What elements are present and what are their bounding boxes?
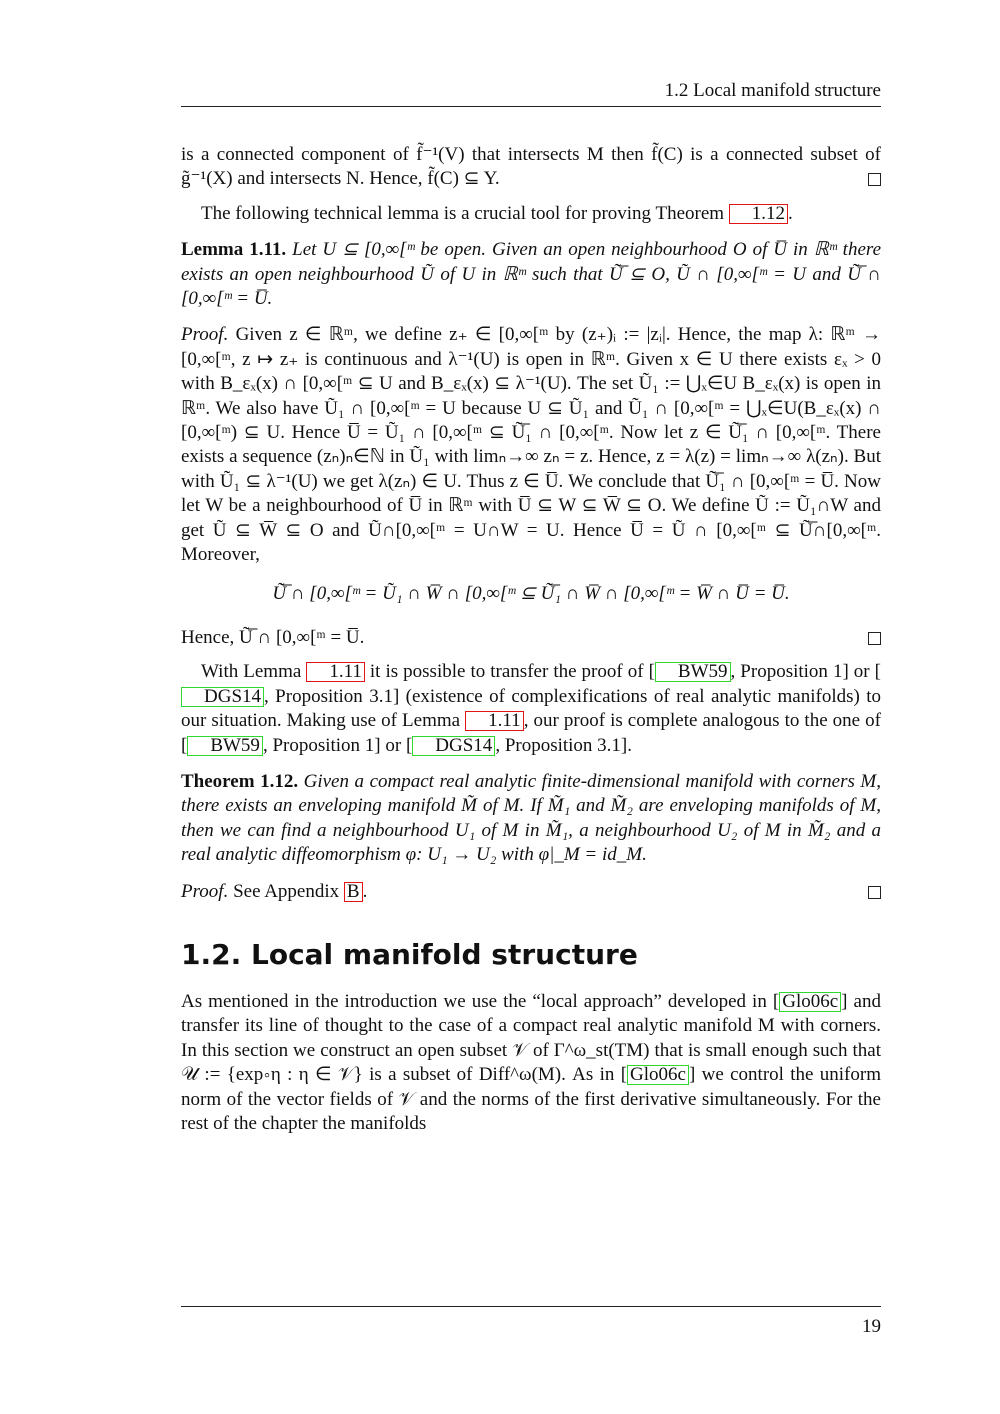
text-span: , Proposition 1] or [ — [262, 734, 413, 756]
text-span: it is possible to transfer the proof of [ — [364, 661, 655, 683]
proof-theorem — [181, 880, 881, 904]
lemma-text: Let U ⊆ [0,∞[ᵐ be open. Given an open neighbourhood O of U̅ in ℝᵐ there exists an open neighbourhood Ũ of U in ℝᵐ such that Ũ̅ ⊆ O, Ũ ∩ [0,∞[ᵐ = U and Ũ̅ ∩ [0,∞[ᵐ = U̅. — [181, 239, 881, 310]
cite-glo06c[interactable]: Glo06c — [779, 992, 841, 1012]
header-rule — [181, 106, 881, 107]
text-span: ] and transfer its line of thought to the case of a compact real analytic manifold M with corners. In this section we construct an open subset 𝒱 of Γ^ω_st(TM) that is small enough such that 𝒰 := {exp∘η : η ∈ 𝒱} is a subset of Diff^ω(M). As in [ — [181, 990, 881, 1086]
paragraph-3 — [181, 660, 881, 758]
lemma-label: Lemma 1.11. — [181, 239, 287, 261]
cite-bw59[interactable]: BW59 — [187, 736, 263, 756]
qed-square-icon — [868, 632, 881, 645]
proof-label: Proof. — [181, 324, 229, 346]
qed-square-icon — [868, 173, 881, 186]
text-span: , Proposition 3.1] (existence of complexifications of real analytic manifolds) to our situation. Making use of Lemma — [181, 685, 881, 732]
text-span: With Lemma — [201, 661, 307, 683]
running-header: 1.2 Local manifold structure — [664, 80, 881, 101]
paragraph-4 — [181, 990, 881, 1136]
paragraph-2-text: The following technical lemma is a crucial tool for proving Theorem — [201, 202, 729, 224]
theorem-label: Theorem 1.12. — [181, 770, 299, 792]
cite-dgs14[interactable]: DGS14 — [412, 736, 495, 756]
qed-square-icon — [868, 886, 881, 899]
proof-lemma — [181, 323, 881, 567]
text-span: , Proposition 1] or [ — [730, 661, 881, 683]
ref-appendix-b[interactable]: B — [344, 882, 363, 902]
proof-label: Proof. — [181, 880, 229, 902]
proof-conclusion-text: Hence, Ũ̅ ∩ [0,∞[ᵐ = U̅. — [181, 626, 365, 648]
display-equation: Ũ̅ ∩ [0,∞[ᵐ = Ũ₁ ∩ W̅ ∩ [0,∞[ᵐ ⊆ Ũ̅₁ ∩ W̅ ∩ [0,∞[ᵐ = W̅ ∩ U̅ = U̅. — [272, 582, 790, 604]
paragraph-2 — [181, 202, 881, 226]
cite-dgs14[interactable]: DGS14 — [181, 687, 264, 707]
proof-text: See Appendix — [233, 880, 344, 902]
ref-lemma-1-11[interactable]: 1.11 — [465, 711, 524, 731]
proof-end: . — [362, 880, 368, 902]
theorem-1-12 — [181, 770, 881, 868]
cite-glo06c[interactable]: Glo06c — [627, 1065, 689, 1085]
paragraph-1-text: is a connected component of f̃⁻¹(V) that intersects M then f̃(C) is a connected subset of g̃⁻¹(X) and intersects N. Hence, f̃(C) ⊆ Y. — [181, 144, 881, 190]
text-span: , our proof is complete analogous to the one of [ — [181, 710, 881, 756]
proof-conclusion — [181, 626, 881, 650]
footer-rule — [181, 1306, 881, 1307]
cite-bw59[interactable]: BW59 — [655, 662, 731, 682]
paragraph-2-end: . — [788, 202, 793, 224]
page-number: 19 — [862, 1316, 881, 1337]
text-span: , Proposition 3.1]. — [495, 734, 633, 756]
proof-text: Given z ∈ ℝᵐ, we define z₊ ∈ [0,∞[ᵐ by (z₊)ᵢ := |zᵢ|. Hence, the map λ: ℝᵐ → [0,∞[ᵐ, z ↦ z₊ is continuous and λ⁻¹(U) is open in ℝᵐ. Given x ∈ U there exists εₓ > 0 with B_εₓ(x) ∩ [0,∞[ᵐ ⊆ U and B_εₓ(x) ⊆ λ⁻¹(U). The set Ũ₁ := ⋃ₓ∈U B_εₓ(x) is open in ℝᵐ. We also have Ũ₁ ∩ [0,∞[ᵐ = U because U ⊆ Ũ₁ and Ũ₁ ∩ [0,∞[ᵐ = ⋃ₓ∈U(B_εₓ(x) ∩ [0,∞[ᵐ) ⊆ U. Hence U̅ = Ũ₁ ∩ [0,∞[ᵐ ⊆ Ũ̅₁ ∩ [0,∞[ᵐ. Now let z ∈ Ũ̅₁ ∩ [0,∞[ᵐ. There exists a sequence (zₙ)ₙ∈ℕ in Ũ₁ with limₙ→∞ zₙ = z. Hence, z = λ(z) = limₙ→∞ λ(zₙ). But with Ũ₁ ⊆ λ⁻¹(U) we get λ(zₙ) ∈ U. Thus z ∈ U̅. We conclude that Ũ̅₁ ∩ [0,∞[ᵐ = U̅. Now let W be a neighbourhood of U̅ in ℝᵐ with U̅ ⊆ W ⊆ W̅ ⊆ O. We define Ũ := Ũ₁∩W and get Ũ ⊆ W̅ ⊆ O and Ũ∩[0,∞[ᵐ = U∩W = U. Hence U̅ = Ũ ∩ [0,∞[ᵐ ⊆ Ũ̅∩[0,∞[ᵐ. Moreover, — [181, 324, 882, 566]
lemma-1-11 — [181, 238, 881, 311]
ref-theorem-1-12[interactable]: 1.12 — [729, 204, 788, 224]
text-span: ] we control the uniform norm of the vector fields of 𝒱 and the norms of the first derivative simultaneously. For the rest of the chapter the manifolds — [181, 1064, 881, 1134]
theorem-text: Given a compact real analytic finite-dimensional manifold with corners M, there exists an enveloping manifold M̃ of M. If M̃₁ and M̃₂ are enveloping manifolds of M, then we can find a neighbourhood U₁ of M in M̃₁, a neighbourhood U₂ of M in M̃₂ and a real analytic diffeomorphism φ: U₁ → U₂ with φ|_M = id_M. — [181, 770, 882, 866]
section-heading: 1.2. Local manifold structure — [181, 937, 638, 971]
ref-lemma-1-11[interactable]: 1.11 — [306, 662, 365, 682]
paragraph-1 — [181, 143, 881, 192]
text-span: As mentioned in the introduction we use the “local approach” developed in [ — [181, 990, 780, 1012]
page-body — [181, 143, 881, 1146]
